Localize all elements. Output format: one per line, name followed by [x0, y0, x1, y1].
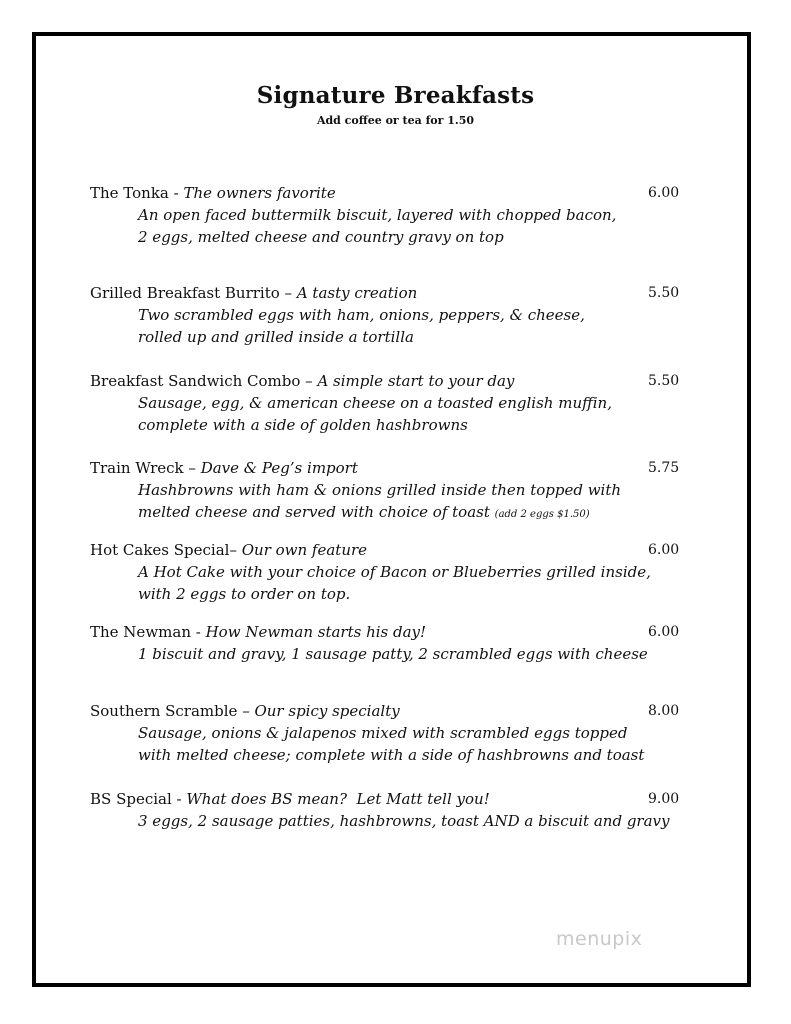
menu-item: [90, 621, 690, 665]
item-price: 6.00: [648, 185, 680, 201]
item-price: 8.00: [648, 703, 680, 719]
menu-item: [90, 282, 690, 348]
item-tagline: How Newman starts his day!: [205, 623, 427, 641]
item-description-line: 2 eggs, melted cheese and country gravy on top: [138, 228, 504, 246]
item-description-line: Sausage, onions & jalapenos mixed with scrambled eggs topped: [138, 724, 628, 742]
item-tagline: Our own feature: [241, 541, 368, 559]
item-separator: –: [229, 541, 242, 559]
item-separator: -: [190, 623, 206, 641]
page-subtitle: Add coffee or tea for 1.50: [316, 114, 475, 127]
item-tagline: A tasty creation: [296, 284, 418, 302]
menu-item: [90, 457, 690, 526]
item-tagline: Our spicy specialty: [254, 702, 400, 720]
item-price: 6.00: [648, 624, 680, 640]
item-tagline: A simple start to your day: [317, 372, 515, 390]
item-separator: –: [300, 372, 318, 390]
menu-item: [90, 370, 690, 436]
item-separator: –: [183, 459, 201, 477]
item-description-line: complete with a side of golden hashbrowns: [138, 416, 468, 434]
item-price: 5.50: [648, 373, 680, 389]
item-description-note: (add 2 eggs $1.50): [494, 509, 590, 520]
item-name: The Tonka: [90, 184, 169, 202]
item-description-line: Hashbrowns with ham & onions grilled inside then topped with: [138, 481, 622, 499]
menu-item-header: [90, 282, 690, 304]
item-description-line: with 2 eggs to order on top.: [138, 585, 351, 603]
menu-item-header: [90, 539, 690, 561]
item-description-line: Sausage, egg, & american cheese on a toasted english muffin,: [138, 394, 612, 412]
item-name: Grilled Breakfast Burrito: [90, 284, 280, 302]
item-name: The Newman: [90, 623, 191, 641]
item-separator: –: [279, 284, 297, 302]
menu-item-header: [90, 621, 690, 643]
menu-item-header: [90, 182, 690, 204]
item-tagline: The owners favorite: [183, 184, 336, 202]
menu-item: [90, 539, 690, 605]
item-description-line: 1 biscuit and gravy, 1 sausage patty, 2 scrambled eggs with cheese: [138, 645, 648, 663]
item-description-line: A Hot Cake with your choice of Bacon or Blueberries grilled inside,: [138, 563, 651, 581]
menu-item-header: [90, 700, 690, 722]
item-name: Southern Scramble: [90, 702, 238, 720]
item-price: 6.00: [648, 542, 680, 558]
item-description-text: melted cheese and served with choice of toast: [138, 503, 490, 521]
item-separator: -: [168, 184, 184, 202]
menu-item: [90, 700, 690, 766]
item-name: Breakfast Sandwich Combo: [90, 372, 301, 390]
page-title: Signature Breakfasts: [256, 82, 535, 109]
item-separator: -: [171, 790, 187, 808]
item-name: BS Special: [90, 790, 172, 808]
menu-item: [90, 182, 690, 248]
item-description-line: 3 eggs, 2 sausage patties, hashbrowns, toast AND a biscuit and gravy: [138, 812, 670, 830]
item-tagline: Dave & Peg’s import: [200, 459, 358, 477]
menu-item: [90, 788, 690, 832]
item-price: 5.50: [648, 285, 680, 301]
item-price: 5.75: [648, 460, 680, 476]
menu-item-header: [90, 457, 690, 479]
item-separator: –: [237, 702, 255, 720]
item-description-line: [138, 501, 690, 526]
item-description-line: with melted cheese; complete with a side of hashbrowns and toast: [138, 746, 645, 764]
menupix-watermark: menupix: [556, 928, 643, 950]
item-description-line: Two scrambled eggs with ham, onions, peppers, & cheese,: [138, 306, 585, 324]
menu-item-header: [90, 370, 690, 392]
item-description-line: An open faced buttermilk biscuit, layered with chopped bacon,: [138, 206, 617, 224]
item-name: Hot Cakes Special: [90, 541, 230, 559]
menu-item-header: [90, 788, 690, 810]
item-tagline: What does BS mean? Let Matt tell you!: [186, 790, 490, 808]
item-description-line: rolled up and grilled inside a tortilla: [138, 328, 414, 346]
item-price: 9.00: [648, 791, 680, 807]
item-name: Train Wreck: [90, 459, 184, 477]
